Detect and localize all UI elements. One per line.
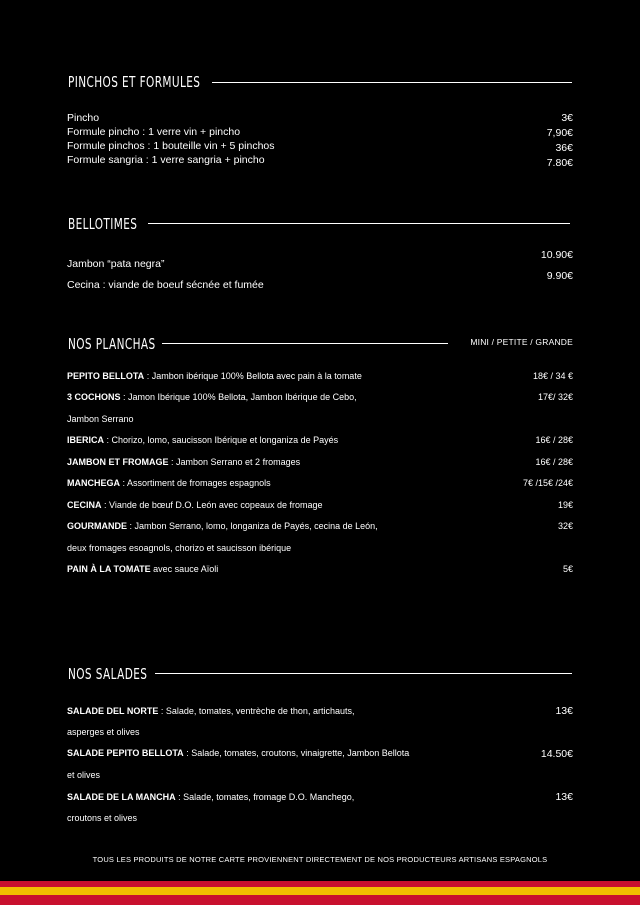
price-pain-tomate: 5€ bbox=[562, 564, 573, 574]
divider-salades bbox=[155, 673, 572, 674]
price-iberica: 16€ / 28€ bbox=[535, 435, 573, 445]
price-salade-del-norte: 13€ bbox=[555, 705, 573, 717]
price-gourmande: 32€ bbox=[557, 521, 573, 531]
price-formule-sangria: 7.80€ bbox=[546, 157, 573, 169]
plancha-jambon-fromage: JAMBON ET FROMAGE : Jambon Serrano et 2 fromages bbox=[67, 457, 301, 467]
section-bellotimes-header bbox=[68, 215, 157, 233]
price-formule-pincho: 7,90€ bbox=[546, 127, 573, 139]
section-title-pinchos: PINCHOS ET FORMULES bbox=[68, 73, 201, 91]
flag-stripe-red-bottom bbox=[0, 895, 640, 905]
section-title-bellotimes: BELLOTIMES bbox=[68, 215, 138, 233]
menu-item-cecina-bellotime: Cecina : viande de boeuf sécnée et fumée bbox=[67, 279, 264, 291]
salade-de-la-mancha: SALADE DE LA MANCHA : Salade, tomates, fromage D.O. Manchego, bbox=[67, 792, 355, 802]
salade-del-norte-cont: asperges et olives bbox=[67, 727, 140, 737]
section-salades-header bbox=[68, 665, 170, 683]
salade-pepito-bellota-cont: et olives bbox=[67, 770, 101, 780]
section-planchas-header bbox=[68, 335, 180, 353]
flag-stripe-yellow bbox=[0, 887, 640, 895]
plancha-manchega: MANCHEGA : Assortiment de fromages espagnols bbox=[67, 478, 271, 488]
salade-del-norte: SALADE DEL NORTE : Salade, tomates, ventrèche de thon, artichauts, bbox=[67, 706, 355, 716]
price-jambon-pata-negra: 10.90€ bbox=[540, 249, 573, 261]
plancha-iberica: IBERICA : Chorizo, lomo, saucisson Ibérique et longaniza de Payés bbox=[67, 435, 339, 445]
divider-planchas bbox=[162, 343, 448, 344]
plancha-cecina: CECINA : Viande de bœuf D.O. León avec copeaux de fromage bbox=[67, 500, 323, 510]
price-cecina: 19€ bbox=[557, 500, 573, 510]
divider-pinchos bbox=[212, 82, 572, 83]
menu-item-pincho: Pincho bbox=[67, 112, 100, 124]
divider-bellotimes bbox=[148, 223, 570, 224]
menu-item-formule-sangria: Formule sangria : 1 verre sangria + pincho bbox=[67, 154, 265, 166]
plancha-pepito-bellota: PEPITO BELLOTA : Jambon ibérique 100% Bellota avec pain à la tomate bbox=[67, 371, 362, 381]
section-title-salades: NOS SALADES bbox=[68, 665, 148, 683]
price-jambon-fromage: 16€ / 28€ bbox=[535, 457, 573, 467]
price-salade-de-la-mancha: 13€ bbox=[555, 791, 573, 803]
plancha-gourmande: GOURMANDE : Jambon Serrano, lomo, longaniza de Payés, cecina de León, bbox=[67, 521, 378, 531]
section-title-planchas: NOS PLANCHAS bbox=[68, 335, 156, 353]
planchas-sizes-label: MINI / PETITE / GRANDE bbox=[470, 337, 573, 347]
plancha-pain-tomate: PAIN À LA TOMATE avec sauce Aïoli bbox=[67, 564, 219, 574]
salade-de-la-mancha-cont: croutons et olives bbox=[67, 813, 138, 823]
price-salade-pepito-bellota: 14.50€ bbox=[540, 748, 573, 760]
price-cecina-bellotime: 9.90€ bbox=[546, 270, 573, 282]
plancha-3-cochons: 3 COCHONS : Jamon Ibérique 100% Bellota, Jambon Ibérique de Cebo, bbox=[67, 392, 357, 402]
price-manchega: 7€ /15€ /24€ bbox=[522, 478, 573, 488]
price-formule-pinchos: 36€ bbox=[555, 142, 573, 154]
price-3-cochons: 17€/ 32€ bbox=[537, 392, 573, 402]
plancha-3-cochons-cont: Jambon Serrano bbox=[67, 414, 134, 424]
price-pepito-bellota: 18€ / 34 € bbox=[532, 371, 573, 381]
price-pincho: 3€ bbox=[561, 112, 573, 124]
menu-item-formule-pincho: Formule pincho : 1 verre vin + pincho bbox=[67, 126, 241, 138]
menu-item-jambon-pata-negra: Jambon “pata negra” bbox=[67, 258, 165, 270]
footer-note: TOUS LES PRODUITS DE NOTRE CARTE PROVIENNENT DIRECTEMENT DE NOS PRODUCTEURS ARTISANS ESPAGNOLS bbox=[92, 855, 548, 864]
plancha-gourmande-cont: deux fromages esoagnols, chorizo et saucisson ibérique bbox=[67, 543, 292, 553]
menu-item-formule-pinchos: Formule pinchos : 1 bouteille vin + 5 pinchos bbox=[67, 140, 275, 152]
salade-pepito-bellota: SALADE PEPITO BELLOTA : Salade, tomates, croutons, vinaigrette, Jambon Bellota bbox=[67, 748, 410, 758]
